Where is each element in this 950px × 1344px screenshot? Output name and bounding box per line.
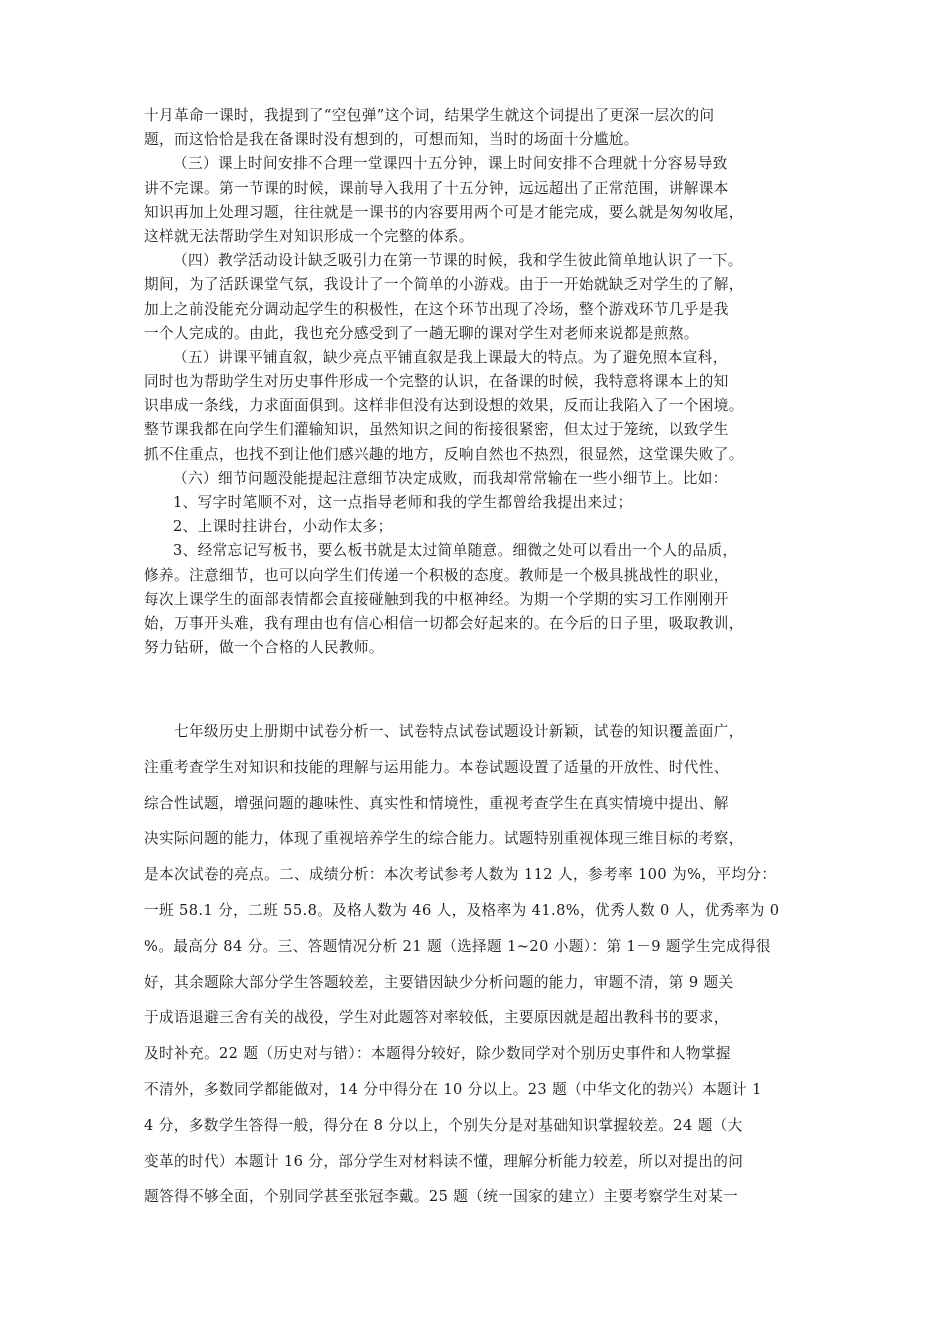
text-line: 每次上课学生的面部表情都会直接碰触到我的中枢神经。为期一个学期的实习工作刚刚开 <box>144 590 729 608</box>
text-line: 及时补充。22 题（历史对与错）：本题得分较好，除少数同学对个别历史事件和人物掌握 <box>144 1045 731 1063</box>
text-line: 是本次试卷的亮点。二、成绩分析：本次考试参考人数为 112 人，参考率 100 为%，平均分： <box>144 866 777 884</box>
text-line: 抓不住重点，也找不到让他们感兴趣的地方，反响自然也不热烈，很显然，这堂课失败了。 <box>144 445 744 463</box>
list-item-2: 2、上课时拄讲台，小动作太多； <box>173 518 393 536</box>
paragraph-heading-3: （三）课上时间安排不合理一堂课四十五分钟，课上时间安排不合理就十分容易导致 <box>173 155 728 173</box>
text-line: 同时也为帮助学生对历史事件形成一个完整的认识，在备课的时候，我特意将课本上的知 <box>144 373 729 391</box>
text-line: 题答得不够全面，个别同学甚至张冠李戴。25 题（统一国家的建立）主要考察学生对某一 <box>144 1188 739 1206</box>
text-line: 期间，为了活跃课堂气氛，我设计了一个简单的小游戏。由于一开始就缺乏对学生的了解， <box>144 276 744 294</box>
exam-analysis-first-line: 七年级历史上册期中试卷分析一、试卷特点试卷试题设计新颖，试卷的知识覆盖面广， <box>174 723 744 740</box>
text-line: 4 分，多数学生答得一般，得分在 8 分以上，个别失分是对基础知识掌握较差。24 题（大 <box>144 1116 743 1134</box>
text-line: 决实际问题的能力，体现了重视培养学生的综合能力。试题特别重视体现三维目标的考察， <box>144 830 744 848</box>
text-line: 始，万事开头难，我有理由也有信心相信一切都会好起来的。在今后的日子里，吸取教训， <box>144 614 744 632</box>
text-line: %。最高分 84 分。三、答题情况分析 21 题（选择题 1~20 小题）：第 1－9 题学生完成得很 <box>144 937 771 955</box>
text-line: 于成语退避三舍有关的战役，学生对此题答对率较低，主要原因就是超出教科书的要求， <box>144 1009 729 1027</box>
text-line: 努力钻研，做一个合格的人民教师。 <box>144 639 384 657</box>
text-line: 讲不完课。第一节课的时候，课前导入我用了十五分钟，远远超出了正常范围，讲解课本 <box>144 179 729 197</box>
text-line: 识串成一条线，力求面面俱到。这样非但没有达到设想的效果，反而让我陷入了一个困境。 <box>144 397 744 415</box>
reflection-section <box>144 104 814 660</box>
text-line: 加上之前没能充分调动起学生的积极性，在这个环节出现了冷场，整个游戏环节几乎是我 <box>144 300 729 318</box>
text-line: 十月革命一课时，我提到了“空包弹”这个词，结果学生就这个词提出了更深一层次的问 <box>144 107 715 124</box>
text-line: 修养。注意细节，也可以向学生们传递一个积极的态度。教师是一个极具挑战性的职业， <box>144 566 729 584</box>
paragraph-heading-4: （四）教学活动设计缺乏吸引力在第一节课的时候，我和学生彼此简单地认识了一下。 <box>173 252 743 270</box>
text-line: 题，而这恰恰是我在备课时没有想到的，可想而知，当时的场面十分尴尬。 <box>144 131 639 149</box>
text-line: 综合性试题，增强问题的趣味性、真实性和情境性，重视考查学生在真实情境中提出、解 <box>144 794 729 812</box>
paragraph-heading-6: （六）细节问题没能提起注意细节决定成败，而我却常常输在一些小细节上。比如： <box>173 469 728 487</box>
text-line: 变革的时代）本题计 16 分，部分学生对材料读不懂，理解分析能力较差，所以对提出的问 <box>144 1152 744 1170</box>
text-line: 注重考查学生对知识和技能的理解与运用能力。本卷试题设置了适量的开放性、时代性、 <box>144 758 729 776</box>
paragraph-heading-5: （五）讲课平铺直叙，缺少亮点平铺直叙是我上课最大的特点。为了避免照本宣科， <box>173 348 728 366</box>
text-line: 知识再加上处理习题，往往就是一课书的内容要用两个可是才能完成，要么就是匆匆收尾， <box>144 203 744 221</box>
list-item-1: 1、写字时笔顺不对，这一点指导老师和我的学生都曾给我提出来过； <box>173 494 633 511</box>
text-line: 一班 58.1 分，二班 55.8。及格人数为 46 人，及格率为 41.8%，优秀人数 0 人，优秀率为 0 <box>144 901 780 919</box>
exam-analysis-section <box>144 714 824 1215</box>
list-item-3: 3、经常忘记写板书，要么板书就是太过简单随意。细微之处可以看出一个人的品质， <box>173 542 738 560</box>
text-line: 整节课我都在向学生们灌输知识，虽然知识之间的衔接很紧密，但太过于笼统，以致学生 <box>144 421 729 439</box>
text-line: 这样就无法帮助学生对知识形成一个完整的体系。 <box>144 227 474 245</box>
text-line: 好，其余题除大部分学生答题较差，主要错因缺少分析问题的能力，审题不清，第 9 题关 <box>144 973 734 991</box>
text-line: 一个人完成的。由此，我也充分感受到了一趟无聊的课对学生对老师来说都是煎熬。 <box>144 324 699 342</box>
text-line: 不清外，多数同学都能做对，14 分中得分在 10 分以上。23 题（中华文化的勃兴）本题计 1 <box>144 1080 762 1098</box>
